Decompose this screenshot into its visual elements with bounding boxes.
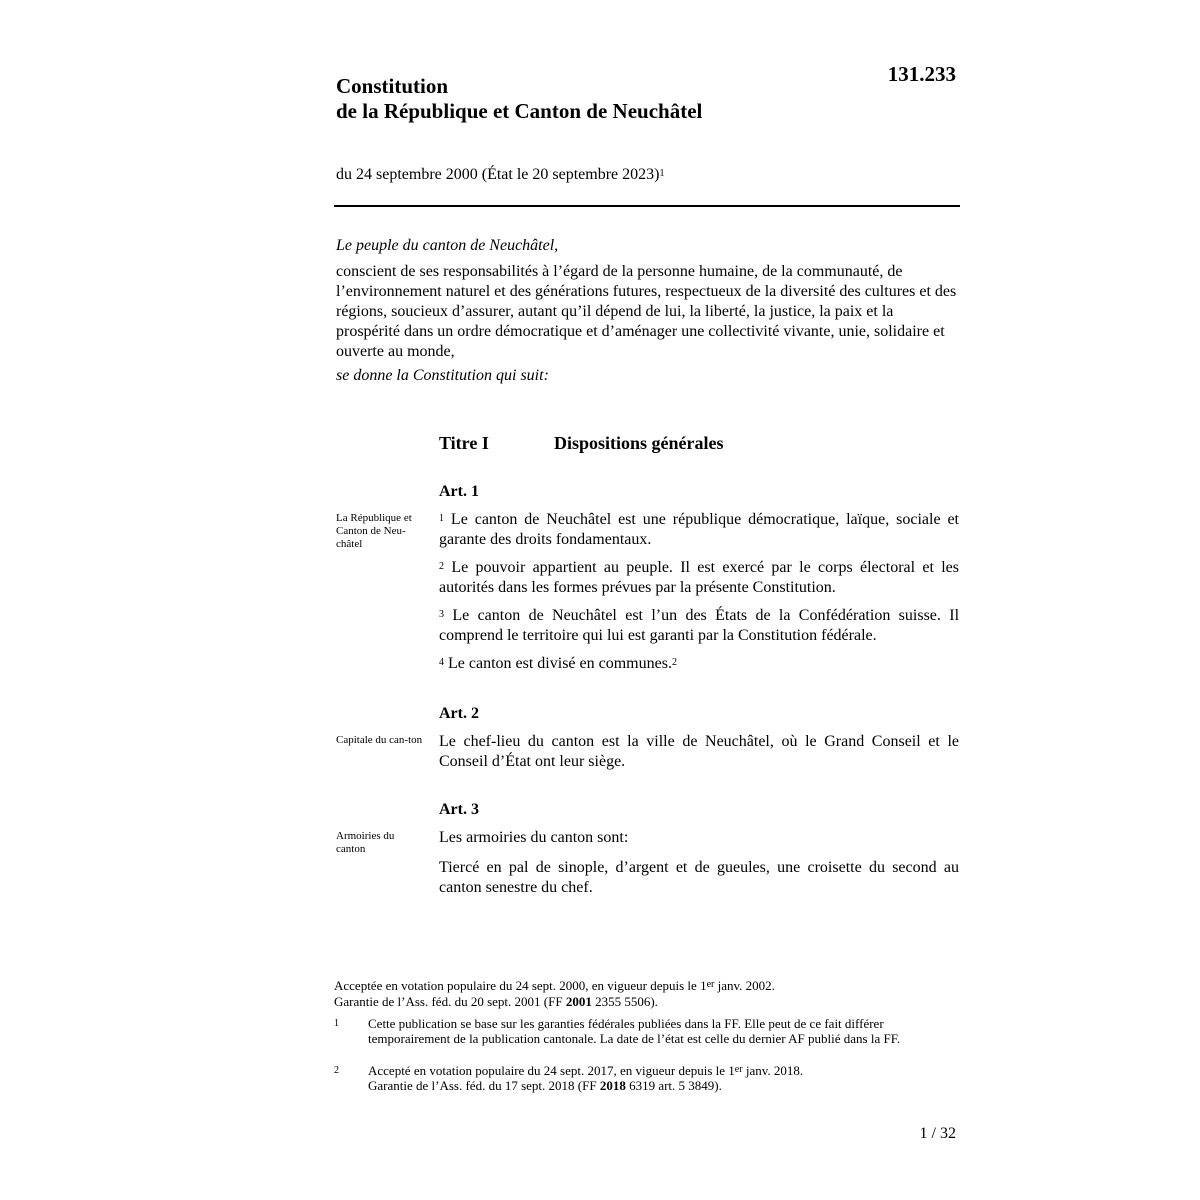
guarantee-text: Garantie de l’Ass. féd. du 20 sept. 2001 (FF <box>334 994 566 1009</box>
preamble-body: conscient de ses responsabilités à l’égard de la personne humaine, de la communauté, de l’environnement naturel et des générations futures, respectueux de la diversité des cultures et des régions, soucieux d’assurer, autant qu’il dépend de lui, la liberté, la justice, la paix et la prospérité dans un ordre démocratique et d’aménager une collectivité vivante, unie, solidaire et ouverte au monde, <box>336 263 957 360</box>
preamble-closing: se donne la Constitution qui suit: <box>336 367 549 384</box>
document-date <box>336 164 664 186</box>
article-1-body <box>439 510 959 682</box>
article-1-heading: Art. 1 <box>439 483 479 500</box>
article-1-paragraph-4 <box>439 654 959 674</box>
article-2-paragraph-1: Le chef-lieu du canton est la ville de Neuchâtel, où le Grand Conseil et le Conseil d’État ont leur siège. <box>439 733 959 770</box>
paragraph-text: Le canton de Neuchâtel est l’un des États de la Confédération suisse. Il comprend le territoire qui lui est garanti par la Constitution fédérale. <box>439 607 960 644</box>
footnote-ref-2[interactable]: 2 <box>671 657 677 668</box>
article-2-heading: Art. 2 <box>439 705 479 722</box>
article-1-paragraph-2 <box>439 558 959 598</box>
article-3-heading: Art. 3 <box>439 801 479 818</box>
titre-name: Dispositions générales <box>554 433 724 453</box>
footnote-2-line-2 <box>368 1078 960 1093</box>
article-3-body <box>439 828 959 906</box>
date-text: du 24 septembre 2000 (État le 20 septembre 2023) <box>336 166 660 183</box>
paragraph-text: Le canton de Neuchâtel est une république démocratique, laïque, sociale et garante des droits fondamentaux. <box>439 511 960 548</box>
titre-label: Titre I <box>439 433 489 453</box>
paragraph-number: 1 <box>439 513 444 524</box>
article-2-body <box>439 732 959 780</box>
title-line-1: Constitution <box>336 74 449 98</box>
footnote-2-text-d: 6319 art. 5 3849). <box>625 1078 722 1093</box>
guarantee-year: 2001 <box>565 994 592 1009</box>
guarantee-text-end: 2355 5506). <box>591 994 658 1009</box>
footnote-2-text-a: Accepté en votation populaire du 24 sept. 2017, en vigueur depuis le 1 <box>368 1063 735 1078</box>
preamble <box>336 236 958 392</box>
footnote-text <box>368 1063 960 1093</box>
article-1-margin-note: La République et Canton de Neu-châtel <box>336 512 412 550</box>
paragraph-text: Le canton est divisé en communes. <box>448 655 672 672</box>
title-line-2: de la République et Canton de Neuchâtel <box>336 99 703 123</box>
document-title <box>336 74 702 124</box>
footnote-2-text-c: Garantie de l’Ass. féd. du 17 sept. 2018 (FF <box>368 1078 600 1093</box>
article-1-paragraph-3 <box>439 606 959 646</box>
paragraph-number: 4 <box>439 657 444 668</box>
page-number: 1 / 32 <box>919 1125 956 1142</box>
footnote-ref-1[interactable]: 1 <box>659 168 665 179</box>
paragraph-number: 2 <box>439 561 444 572</box>
article-3-paragraph-1: Les armoiries du canton sont: <box>439 829 629 846</box>
guarantee-line <box>334 994 960 1010</box>
acceptance-text-end: janv. 2002. <box>714 978 775 993</box>
footnote-2-text-b: janv. 2018. <box>742 1063 804 1078</box>
header-divider <box>334 205 960 207</box>
footnote-2-sup: er <box>734 1064 743 1075</box>
footnote-2-line-1 <box>368 1063 960 1078</box>
titre-heading <box>439 432 724 454</box>
footnote-number: 1 <box>334 1018 339 1029</box>
footnote-number: 2 <box>334 1065 339 1076</box>
footnote-2-year: 2018 <box>599 1078 626 1093</box>
document-number: 131.233 <box>887 62 956 86</box>
article-1-paragraph-1 <box>439 510 959 550</box>
acceptance-line <box>334 978 960 994</box>
footnote-2 <box>334 1063 960 1093</box>
acceptance-sup: er <box>706 979 715 990</box>
article-2-margin-note: Capitale du can-ton <box>336 734 423 746</box>
article-3-margin-note: Armoiries du canton <box>336 830 395 855</box>
paragraph-text: Le pouvoir appartient au peuple. Il est exercé par le corps électoral et les autorités dans les formes prévues par la présente Constitution. <box>439 559 960 596</box>
article-3-paragraph-2: Tiercé en pal de sinople, d’argent et de gueules, une croisette du second au canton senestre du chef. <box>439 859 959 896</box>
paragraph-number: 3 <box>439 609 444 620</box>
footnote-1 <box>334 1016 960 1046</box>
acceptance-note <box>334 978 960 1010</box>
footnote-text: Cette publication se base sur les garanties fédérales publiées dans la FF. Elle peut de ce fait différer temporairement de la publication cantonale. La date de l’état est celle du dernier AF publié dans la FF. <box>368 1016 901 1046</box>
acceptance-text: Acceptée en votation populaire du 24 sept. 2000, en vigueur depuis le 1 <box>334 978 707 993</box>
preamble-intro: Le peuple du canton de Neuchâtel, <box>336 237 559 254</box>
